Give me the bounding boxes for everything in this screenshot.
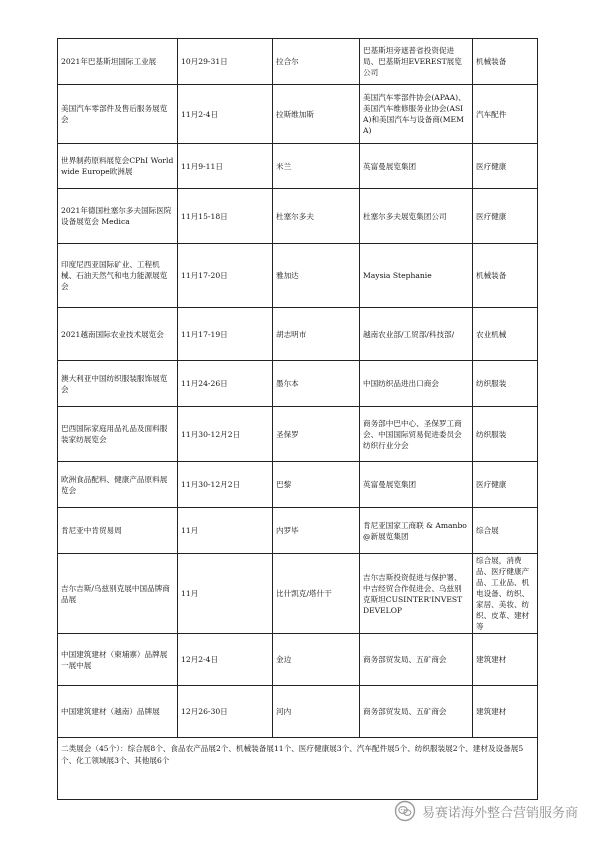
exhibition-organizer: 商务部中巴中心、圣保罗工商会、中国国际贸易促进委员会纺织行业分会 [360, 407, 473, 462]
table-row [58, 686, 538, 738]
table-row [58, 554, 538, 634]
exhibition-date: 12月26-30日 [178, 686, 273, 738]
exhibition-name: 肯尼亚中肯贸易周 [58, 508, 178, 554]
exhibition-industry: 纺织服装 [473, 361, 538, 407]
watermark [394, 798, 578, 824]
exhibition-industry: 医疗健康 [473, 144, 538, 189]
exhibition-city: 拉斯维加斯 [273, 85, 360, 144]
exhibition-name: 2021年德国杜塞尔多夫国际医院设备展览会 Medica [58, 189, 178, 244]
table-row [58, 39, 538, 85]
exhibition-city: 河内 [273, 686, 360, 738]
exhibition-date: 11月 [178, 554, 273, 634]
exhibition-organizer: Maysia Stephanie [360, 244, 473, 308]
exhibition-date: 10月29-31日 [178, 39, 273, 85]
table-row [58, 244, 538, 308]
exhibition-city: 比什凯克/塔什干 [273, 554, 360, 634]
exhibition-city: 杜塞尔多夫 [273, 189, 360, 244]
exhibition-name: 巴西国际家庭用品礼品及面料服装家纺展览会 [58, 407, 178, 462]
table-row [58, 85, 538, 144]
exhibition-industry: 建筑建材 [473, 686, 538, 738]
exhibition-name: 2021年巴基斯坦国际工业展 [58, 39, 178, 85]
exhibition-summary: 二类展会（45个）：综合展8个、食品农产品展2个、机械装备展11个、医疗健康展3个、汽车配件展5个、纺织服装展2个、建材及设备展5个、化工领域展3个、其他展6个 [58, 738, 538, 800]
exhibition-name: 吉尔吉斯/乌兹别克展中国品牌商品展 [58, 554, 178, 634]
exhibition-organizer: 巴基斯坦旁遮普省投资促进局、巴基斯坦EVEREST展览公司 [360, 39, 473, 85]
exhibition-date: 11月30-12月2日 [178, 462, 273, 508]
exhibition-industry: 机械装备 [473, 39, 538, 85]
exhibition-city: 圣保罗 [273, 407, 360, 462]
exhibition-date: 11月15-18日 [178, 189, 273, 244]
table-row [58, 407, 538, 462]
exhibition-industry: 综合展 [473, 508, 538, 554]
exhibition-organizer: 商务部贸发局、五矿商会 [360, 686, 473, 738]
exhibition-name: 中国建筑建材（越南）品牌展 [58, 686, 178, 738]
exhibition-name: 欧洲食品配料、健康产品原料展览会 [58, 462, 178, 508]
watermark-text: 易赛诺海外整合营销服务商 [422, 805, 579, 821]
exhibition-date: 11月2-4日 [178, 85, 273, 144]
exhibition-industry: 医疗健康 [473, 189, 538, 244]
table-row [58, 462, 538, 508]
exhibition-rows [58, 39, 538, 800]
table-row [58, 508, 538, 554]
exhibition-organizer: 美国汽车零部件协会(APAA)、美国汽车维修服务业协会(ASIA)和美国汽车与设备商(MEMA) [360, 85, 473, 144]
exhibition-date: 11月24-26日 [178, 361, 273, 407]
exhibition-organizer: 杜塞尔多夫展览集团公司 [360, 189, 473, 244]
exhibition-organizer: 英富曼展览集团 [360, 462, 473, 508]
exhibition-industry: 医疗健康 [473, 462, 538, 508]
exhibition-city: 拉合尔 [273, 39, 360, 85]
exhibition-date: 12月2-4日 [178, 634, 273, 686]
wechat-official-account-icon [394, 800, 416, 822]
exhibition-name: 2021越南国际农业技术展览会 [58, 308, 178, 361]
exhibition-industry: 农业机械 [473, 308, 538, 361]
exhibition-city: 雅加达 [273, 244, 360, 308]
exhibition-industry: 机械装备 [473, 244, 538, 308]
exhibition-organizer: 越南农业部/工贸部/科技部/ [360, 308, 473, 361]
exhibition-industry: 纺织服装 [473, 407, 538, 462]
exhibition-city: 巴黎 [273, 462, 360, 508]
exhibition-organizer: 肯尼亚国家工商联 & Amanbo@新展览集团 [360, 508, 473, 554]
exhibition-name: 世界制药原料展览会CPhI Worldwide Europe欧洲展 [58, 144, 178, 189]
exhibition-city: 米兰 [273, 144, 360, 189]
exhibition-organizer: 商务部贸发局、五矿商会 [360, 634, 473, 686]
exhibition-industry: 汽车配件 [473, 85, 538, 144]
exhibition-name: 美国汽车零部件及售后服务展览会 [58, 85, 178, 144]
exhibition-organizer: 吉尔吉斯投资促进与保护署、中吉经贸合作促进会、乌兹别克斯坦CUSINTER'INVEST DEVELOP [360, 554, 473, 634]
exhibition-organizer: 英富曼展览集团 [360, 144, 473, 189]
summary-row [58, 738, 538, 800]
table-row [58, 308, 538, 361]
exhibition-date: 11月9-11日 [178, 144, 273, 189]
exhibition-date: 11月17-20日 [178, 244, 273, 308]
exhibition-city: 内罗毕 [273, 508, 360, 554]
table-row [58, 144, 538, 189]
exhibition-table [57, 38, 538, 800]
exhibition-date: 11月17-19日 [178, 308, 273, 361]
table-row [58, 189, 538, 244]
exhibition-name: 印度尼西亚国际矿业、工程机械、石油天然气和电力能源展览会 [58, 244, 178, 308]
exhibition-organizer: 中国纺织品进出口商会 [360, 361, 473, 407]
exhibition-name: 中国建筑建材（柬埔寨）品牌展一展中展 [58, 634, 178, 686]
exhibition-date: 11月30-12月2日 [178, 407, 273, 462]
table-row [58, 634, 538, 686]
exhibition-city: 金边 [273, 634, 360, 686]
table-row [58, 361, 538, 407]
exhibition-name: 澳大利亚中国纺织服装服饰展览会 [58, 361, 178, 407]
exhibition-industry: 综合展，消费品、医疗健康产品、工业品、机电设备、纺织、家居、美妆、纺织、皮革、建材等 [473, 554, 538, 634]
exhibition-date: 11月 [178, 508, 273, 554]
exhibition-city: 墨尔本 [273, 361, 360, 407]
exhibition-industry: 建筑建材 [473, 634, 538, 686]
exhibition-city: 胡志明市 [273, 308, 360, 361]
